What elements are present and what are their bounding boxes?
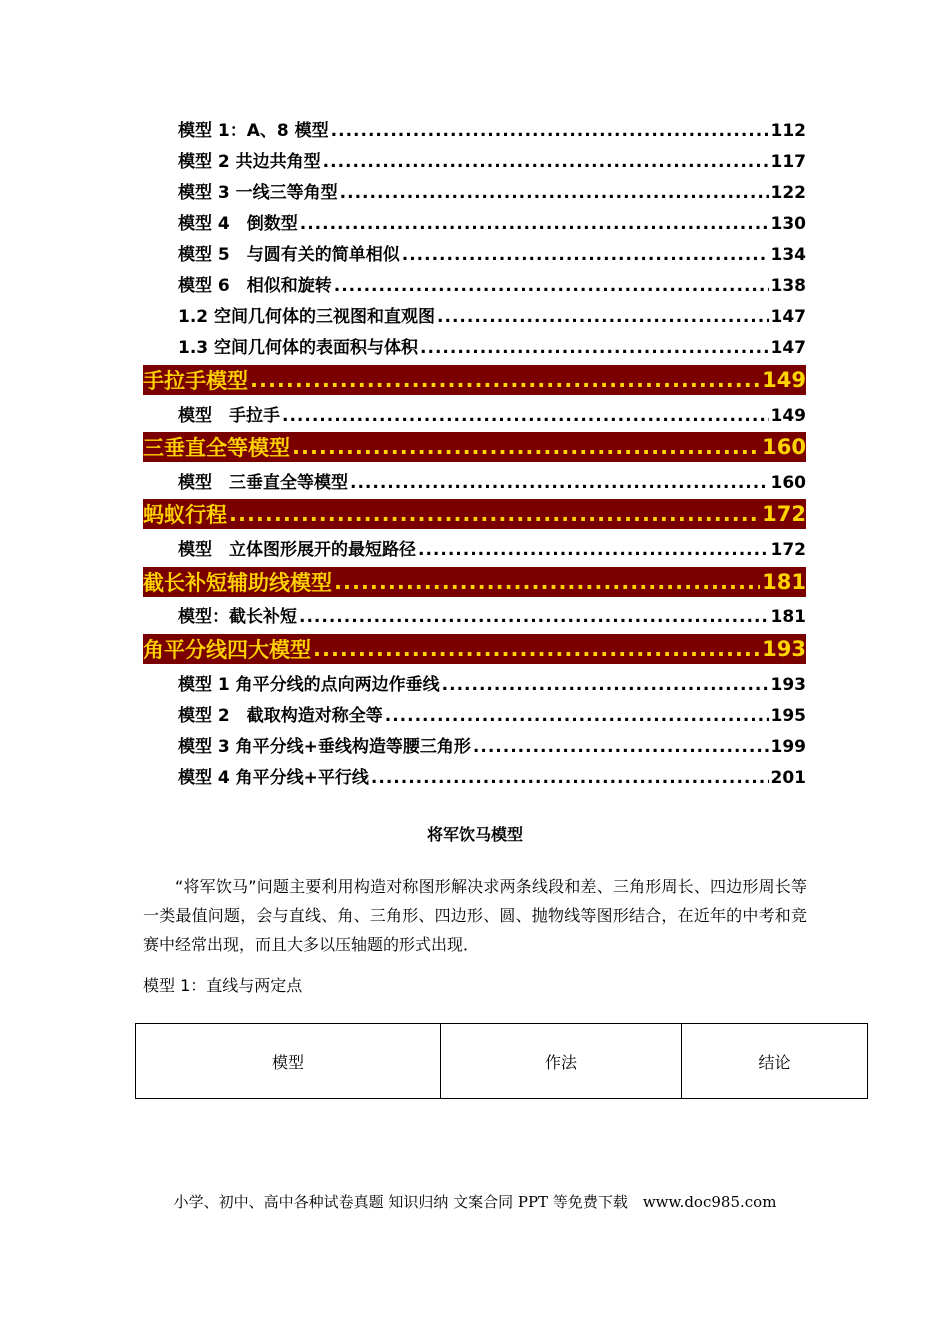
toc-entry-page: 147 [770, 307, 806, 327]
model-subheading: 模型 1：直线与两定点 [143, 976, 303, 995]
toc-entry-page: 117 [770, 152, 806, 172]
toc-entry[interactable] [178, 210, 806, 234]
toc-entry-title: 模型 手拉手 [178, 406, 280, 426]
toc-leader-dots [350, 473, 769, 493]
toc-entry[interactable] [178, 334, 806, 358]
toc-entry-page: 201 [770, 768, 806, 788]
toc-entry-page: 122 [770, 183, 806, 203]
body-paragraph: “将军饮马”问题主要利用构造对称图形解决求两条线段和差、三角形周长、四边形周长等一类最值问题，会与直线、角、三角形、四边形、圆、抛物线等图形结合，在近年的中考和竞赛中经常出现，而且大多以压轴题的形式出现． [143, 877, 807, 954]
toc-entry[interactable] [178, 148, 806, 172]
toc-entry[interactable] [178, 469, 806, 493]
toc-entry[interactable] [178, 733, 806, 757]
toc-entry-title: 1.2 空间几何体的三视图和直观图 [178, 307, 436, 327]
toc-entry-title: 模型 1 角平分线的点向两边作垂线 [178, 675, 440, 695]
toc-entry[interactable] [178, 671, 806, 695]
toc-entry[interactable] [178, 179, 806, 203]
toc-leader-dots [334, 276, 769, 296]
toc-entry[interactable] [178, 117, 806, 141]
toc-entry-title: 模型 4 倒数型 [178, 214, 298, 234]
toc-entry-page: 138 [770, 276, 806, 296]
toc-entry-page: 193 [770, 675, 806, 695]
toc-entry-page: 172 [770, 540, 806, 560]
toc-entry-title: 模型 3 角平分线+垂线构造等腰三角形 [178, 737, 471, 757]
toc-entry-page: 149 [770, 406, 806, 426]
toc-entry-page: 160 [770, 473, 806, 493]
toc-entry[interactable] [178, 702, 806, 726]
toc-leader-dots [331, 121, 769, 141]
toc-chapter-page: 149 [762, 368, 806, 392]
toc-entry-page: 195 [770, 706, 806, 726]
toc-chapter[interactable] [143, 365, 806, 395]
toc-entry-page: 112 [770, 121, 806, 141]
toc-leader-dots [473, 737, 769, 757]
table-header-row [136, 1024, 868, 1099]
toc-entry[interactable] [178, 764, 806, 788]
toc-entry-page: 181 [770, 607, 806, 627]
toc-entry[interactable] [178, 303, 806, 327]
toc-leader-dots [420, 338, 768, 358]
toc-leader-dots [442, 675, 769, 695]
toc-entry-page: 134 [770, 245, 806, 265]
toc-entry-title: 模型 1：A、8 模型 [178, 121, 329, 141]
page-footer: 小学、初中、高中各种试卷真题 知识归纳 文案合同 PPT 等免费下载 www.doc985.com [173, 1193, 777, 1211]
toc-entry-title: 模型 三垂直全等模型 [178, 473, 348, 493]
toc-entry-title: 模型 2 截取构造对称全等 [178, 706, 383, 726]
toc-chapter[interactable] [143, 499, 806, 529]
toc-leader-dots [282, 406, 769, 426]
toc-chapter[interactable] [143, 567, 806, 597]
toc-leader-dots [313, 637, 760, 661]
toc-entry-title: 1.3 空间几何体的表面积与体积 [178, 338, 419, 358]
table-header-cell: 作法 [441, 1024, 682, 1099]
toc-chapter[interactable] [143, 432, 806, 462]
toc-entry[interactable] [178, 603, 806, 627]
table-header-cell: 结论 [682, 1024, 868, 1099]
toc-leader-dots [229, 502, 760, 526]
toc-chapter-page: 193 [762, 637, 806, 661]
toc-entry-title: 模型：截长补短 [178, 607, 297, 627]
toc-leader-dots [402, 245, 769, 265]
toc-leader-dots [385, 706, 769, 726]
toc-entry-title: 模型 4 角平分线+平行线 [178, 768, 369, 788]
toc-entry-title: 模型 5 与圆有关的简单相似 [178, 245, 400, 265]
toc-entry-title: 模型 3 一线三等角型 [178, 183, 338, 203]
toc-entry[interactable] [178, 241, 806, 265]
toc-chapter-title: 截长补短辅助线模型 [143, 571, 332, 595]
toc-leader-dots [292, 435, 760, 459]
toc-leader-dots [323, 152, 769, 172]
table-header-cell: 模型 [136, 1024, 441, 1099]
toc-entry[interactable] [178, 402, 806, 426]
toc-leader-dots [340, 183, 769, 203]
toc-entry-page: 199 [770, 737, 806, 757]
toc-leader-dots [437, 307, 768, 327]
toc-chapter-page: 160 [762, 435, 806, 459]
toc-chapter-title: 蚂蚁行程 [143, 503, 227, 527]
toc-chapter-page: 172 [762, 502, 806, 526]
toc-leader-dots [418, 540, 769, 560]
model-table [135, 1023, 868, 1099]
section-heading: 将军饮马模型 [426, 825, 523, 844]
toc-chapter-title: 手拉手模型 [143, 369, 248, 393]
toc-chapter[interactable] [143, 634, 806, 664]
toc-leader-dots [299, 607, 769, 627]
toc-leader-dots [300, 214, 769, 234]
toc-entry[interactable] [178, 272, 806, 296]
toc-leader-dots [250, 368, 760, 392]
toc-leader-dots [334, 570, 760, 594]
toc-chapter-title: 三垂直全等模型 [143, 436, 290, 460]
toc-entry-title: 模型 2 共边共角型 [178, 152, 321, 172]
toc-entry-title: 模型 6 相似和旋转 [178, 276, 332, 296]
toc-entry[interactable] [178, 536, 806, 560]
toc-entry-page: 130 [770, 214, 806, 234]
toc-chapter-page: 181 [762, 570, 806, 594]
toc-entry-title: 模型 立体图形展开的最短路径 [178, 540, 416, 560]
toc-chapter-title: 角平分线四大模型 [143, 638, 311, 662]
toc-entry-page: 147 [770, 338, 806, 358]
toc-leader-dots [371, 768, 769, 788]
